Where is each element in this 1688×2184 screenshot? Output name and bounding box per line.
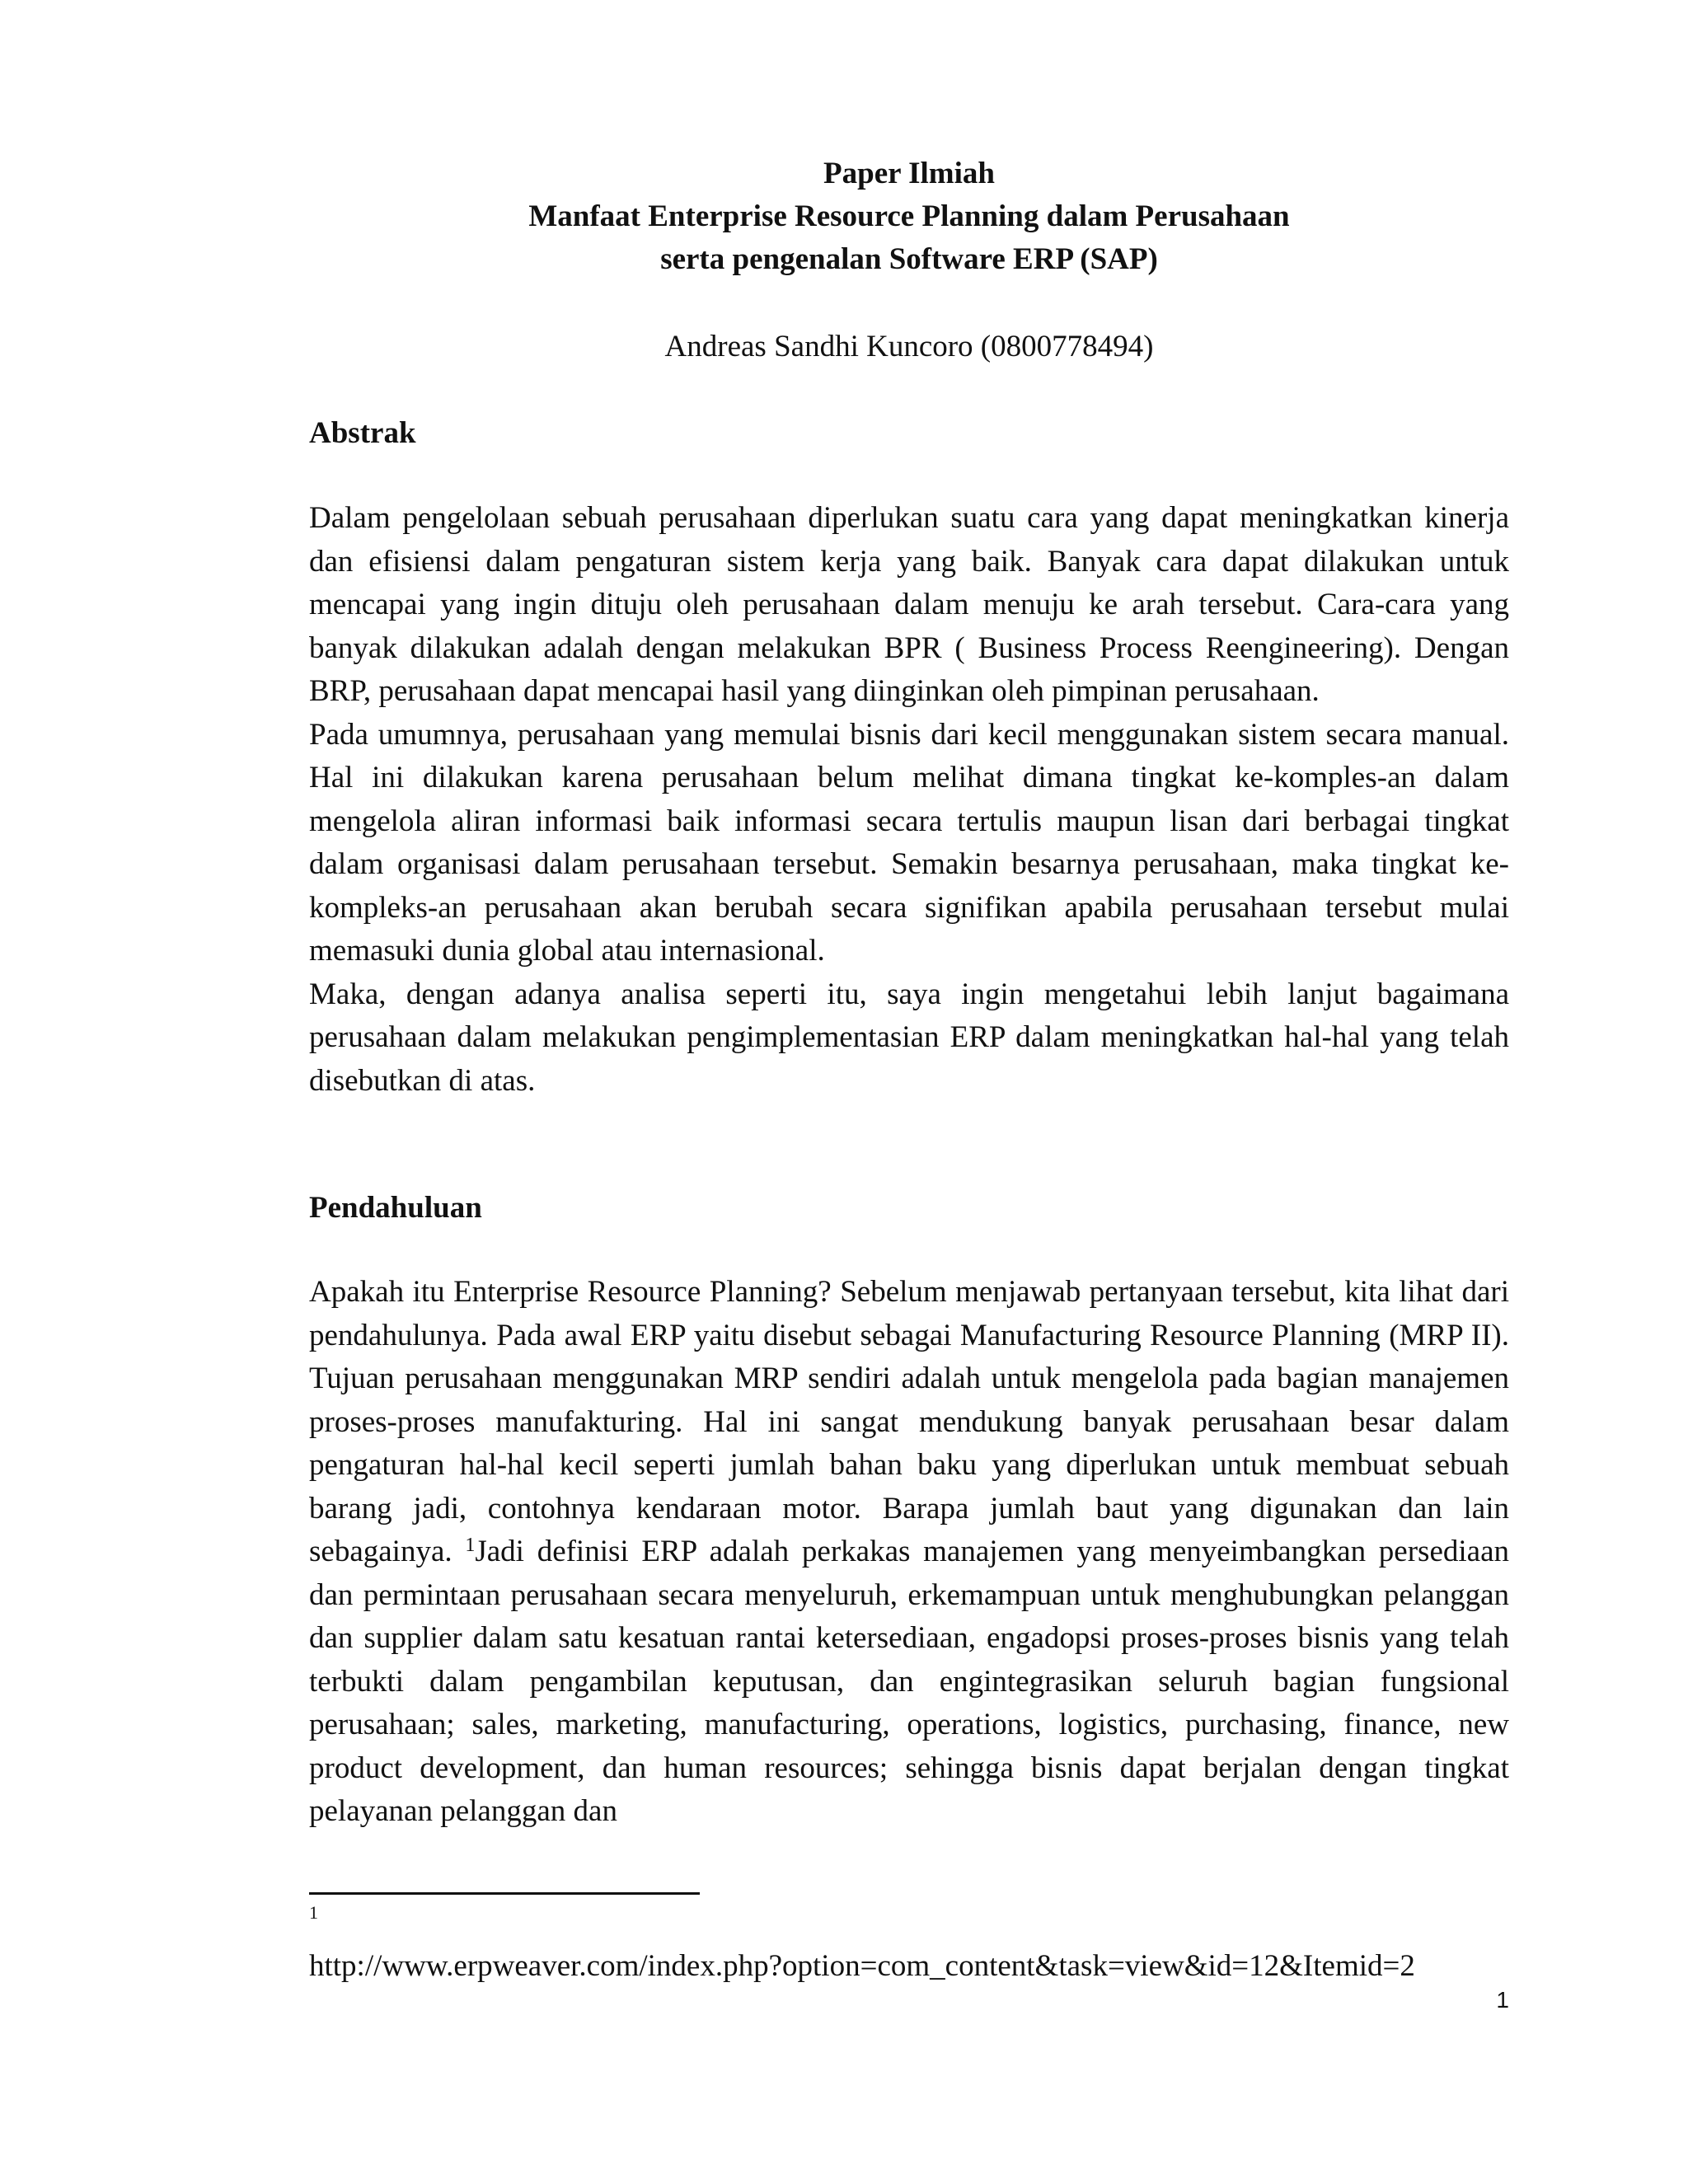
introduction-body [309,1271,1509,1834]
footnote-number: 1 [309,1902,318,1923]
footnote-reference: 1 [465,1535,476,1556]
subtitle: serta pengenalan Software ERP (SAP) [660,242,1158,276]
main-title: Manfaat Enterprise Resource Planning dalam Perusahaan [528,199,1290,233]
author-line: Andreas Sandhi Kuncoro (0800778494) [664,330,1154,363]
paper-type-title: Paper Ilmiah [823,157,995,190]
introduction-text-part1: Apakah itu Enterprise Resource Planning? Sebelum menjawab pertanyaan tersebut, kita lihat dari pendahulunya. Pada awal ERP yaitu disebut sebagai Manufacturing Resource Planning (MRP II). Tujuan perusahaan menggunakan MRP sendiri adalah untuk mengelola pada bagian manajemen proses-proses manufakturing. Hal ini sangat mendukung banyak perusahaan besar dalam pengaturan hal-hal kecil seperti jumlah bahan baku yang diperlukan untuk membuat sebuah barang jadi, contohnya kendaraan motor. Barapa jumlah baut yang digunakan dan lain sebagainya. [309,1275,1509,1568]
footnote-url: http://www.erpweaver.com/index.php?option=com_content&task=view&id=12&Itemid=2 [309,1949,1415,1983]
abstract-body [309,497,1509,1103]
page-number: 1 [1496,1987,1509,2013]
introduction-text-part2: Jadi definisi ERP adalah perkakas manajemen yang menyeimbangkan persediaan dan permintaan perusahaan secara menyeluruh, erkemampuan untuk menghubungkan pelanggan dan supplier dalam satu kesatuan rantai ketersediaan, engadopsi proses-proses bisnis yang telah terbukti dalam pengambilan keputusan, dan engintegrasikan seluruh bagian fungsional perusahaan; sales, marketing, manufacturing, operations, logistics, purchasing, finance, new product development, dan human resources; sehingga bisnis dapat berjalan dengan tingkat pelayanan pelanggan dan [309,1535,1509,1828]
abstract-paragraph: Maka, dengan adanya analisa seperti itu, saya ingin mengetahui lebih lanjut bagaimana perusahaan dalam melakukan pengimplementasian ERP dalam meningkatkan hal-hal yang telah disebutkan di atas. [309,977,1509,1098]
introduction-paragraph [309,1271,1509,1834]
abstract-paragraph: Pada umumnya, perusahaan yang memulai bisnis dari kecil menggunakan sistem secara manual. Hal ini dilakukan karena perusahaan belum melihat dimana tingkat ke-komples-an dalam mengelola aliran informasi baik informasi secara tertulis maupun lisan dari berbagai tingkat dalam organisasi dalam perusahaan tersebut. Semakin besarnya perusahaan, maka tingkat ke-kompleks-an perusahaan akan berubah secara signifikan apabila perusahaan tersebut mulai memasuki dunia global atau internasional. [309,717,1509,968]
abstract-heading: Abstrak [309,416,416,450]
introduction-heading: Pendahuluan [309,1191,482,1225]
footnote-separator [309,1892,700,1895]
abstract-paragraph: Dalam pengelolaan sebuah perusahaan diperlukan suatu cara yang dapat meningkatkan kinerja dan efisiensi dalam pengaturan sistem kerja yang baik. Banyak cara dapat dilakukan untuk mencapai yang ingin dituju oleh perusahaan dalam menuju ke arah tersebut. Cara-cara yang banyak dilakukan adalah dengan melakukan BPR ( Business Process Reengineering). Dengan BRP, perusahaan dapat mencapai hasil yang diinginkan oleh pimpinan perusahaan. [309,501,1509,708]
title-block [309,152,1509,281]
